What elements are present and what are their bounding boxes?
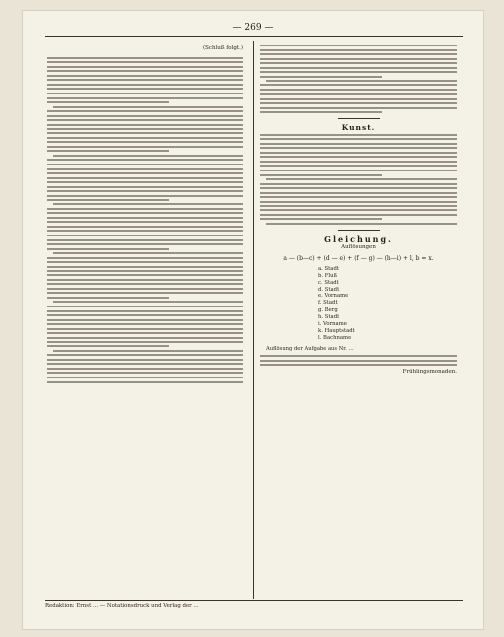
text-line [47, 288, 243, 290]
text-line [47, 359, 243, 361]
text-line [47, 306, 243, 308]
text-line [47, 132, 243, 134]
text-line [47, 332, 243, 334]
text-line [53, 301, 243, 303]
right-column [260, 42, 457, 597]
text-line [47, 274, 243, 276]
text-line [260, 360, 457, 362]
text-line [47, 381, 243, 383]
section-divider [338, 230, 380, 231]
text-line [47, 181, 243, 183]
text-line [266, 178, 457, 180]
text-line [47, 212, 243, 214]
text-line [47, 270, 243, 272]
text-line [47, 119, 243, 121]
text-line [47, 363, 243, 365]
text-line [47, 243, 243, 245]
text-line [47, 217, 243, 219]
equation-key-item: h. Stadt [318, 314, 340, 321]
text-line [260, 62, 457, 64]
text-line [47, 261, 243, 263]
text-line [260, 98, 457, 100]
text-line [47, 257, 243, 259]
text-line [260, 187, 457, 189]
equation-key-item: a. Stadt [318, 265, 339, 272]
text-line [260, 205, 457, 207]
text-line [47, 164, 243, 166]
equation-key-item: i. Vorname [318, 321, 347, 328]
text-line [260, 201, 457, 203]
equation-key-item: g. Berg [318, 307, 338, 314]
section-divider [338, 118, 380, 119]
section-title: Kunst. [341, 123, 376, 132]
equation-key-item: f. Stadt [318, 300, 338, 307]
text-line [47, 186, 243, 188]
text-line [260, 71, 457, 73]
text-line [260, 196, 457, 198]
text-line [47, 190, 243, 192]
text-line [260, 170, 457, 172]
text-line [47, 345, 169, 347]
text-line [47, 66, 243, 68]
text-line [53, 203, 243, 205]
text-line [260, 174, 382, 176]
text-line [260, 76, 382, 78]
text-line [260, 134, 457, 136]
text-line [47, 337, 243, 339]
text-line [260, 214, 457, 216]
text-line [260, 67, 457, 69]
text-line [47, 226, 243, 228]
text-line [47, 159, 243, 161]
text-line [47, 235, 243, 237]
text-line [47, 150, 169, 152]
text-line [47, 266, 243, 268]
text-line [47, 279, 243, 281]
text-line [260, 165, 457, 167]
footer-rule [45, 600, 463, 601]
text-line [260, 156, 457, 158]
signoff: Frühlingsmonaden. [402, 369, 457, 376]
text-line [47, 319, 243, 321]
text-line [47, 297, 169, 299]
text-line [47, 75, 243, 77]
text-line [47, 79, 243, 81]
text-line [47, 88, 243, 90]
text-line [47, 141, 243, 143]
text-line [260, 84, 457, 86]
text-line [47, 221, 243, 223]
text-line [47, 93, 243, 95]
text-line [47, 208, 243, 210]
text-line [260, 49, 457, 51]
left-column [47, 42, 243, 597]
page-number: — 269 — [232, 23, 274, 33]
text-line [47, 314, 243, 316]
text-line [47, 377, 243, 379]
text-line [47, 230, 243, 232]
text-line [47, 248, 169, 250]
text-line [47, 239, 243, 241]
text-line [47, 177, 243, 179]
equation-key-item: l. Bachname [318, 334, 352, 341]
text-line [47, 368, 243, 370]
text-line [47, 124, 243, 126]
text-line [47, 168, 243, 170]
imprint-footer: Redaktion: Ernst ... — Notationsdruck und Verlag der … [45, 603, 199, 609]
text-line [260, 53, 457, 55]
text-line [47, 172, 243, 174]
text-line [266, 80, 457, 82]
equation-key-item: c. Stadt [318, 279, 339, 286]
text-line [47, 199, 169, 201]
text-line [260, 209, 457, 211]
text-line [260, 143, 457, 145]
text-line [260, 192, 457, 194]
equation-formula: a — (b—c) + (d — e) + (f — g) — (h—i) + l, b = x. [283, 254, 434, 262]
equation-subtitle: Auflösungen [341, 243, 376, 250]
text-line [47, 101, 169, 103]
article-text-block [47, 57, 243, 383]
text-line [47, 372, 243, 374]
header-rule [45, 36, 463, 37]
text-line [47, 57, 243, 59]
article-text-block [260, 134, 457, 225]
equation-title: Gleichung. [324, 233, 393, 244]
text-line [47, 195, 243, 197]
text-line [260, 218, 382, 220]
text-line [47, 128, 243, 130]
text-line [260, 364, 457, 366]
equation-key-item: k. Hauptstadt [318, 327, 355, 334]
text-line [260, 161, 457, 163]
article-text-block [260, 45, 457, 113]
text-line [260, 138, 457, 140]
text-line [260, 93, 457, 95]
text-line [47, 115, 243, 117]
text-line [260, 45, 457, 47]
text-line [47, 323, 243, 325]
text-line [260, 111, 382, 113]
text-line [47, 283, 243, 285]
text-line [47, 328, 243, 330]
equation-key-item: e. Vorname [318, 293, 349, 300]
text-line [47, 292, 243, 294]
text-line [47, 110, 243, 112]
newspaper-page [22, 10, 484, 630]
text-line [260, 147, 457, 149]
text-line [260, 102, 457, 104]
text-line [47, 341, 243, 343]
text-line [260, 355, 457, 357]
text-line [53, 106, 243, 108]
text-line [47, 137, 243, 139]
text-line [47, 97, 243, 99]
text-line [47, 310, 243, 312]
text-line [47, 61, 243, 63]
text-line [53, 155, 243, 157]
equation-key-item: d. Stadt [318, 286, 340, 293]
text-line [47, 70, 243, 72]
text-line [260, 183, 457, 185]
text-line [47, 146, 243, 148]
article-text-block [260, 355, 457, 366]
equation-key-list [318, 266, 457, 342]
equation-key-item: b. Fluß [318, 272, 338, 279]
text-line [260, 89, 457, 91]
text-line [266, 223, 457, 225]
text-line [53, 350, 243, 352]
text-line [260, 107, 457, 109]
text-line [53, 252, 243, 254]
text-line [260, 152, 457, 154]
text-line [47, 84, 243, 86]
text-line [260, 58, 457, 60]
solution-note: Auflösung der Aufgabe aus Nr. … [266, 345, 354, 352]
column-divider [253, 41, 254, 599]
text-line [47, 354, 243, 356]
continuation-note: (Schluß folgt.) [203, 45, 243, 51]
